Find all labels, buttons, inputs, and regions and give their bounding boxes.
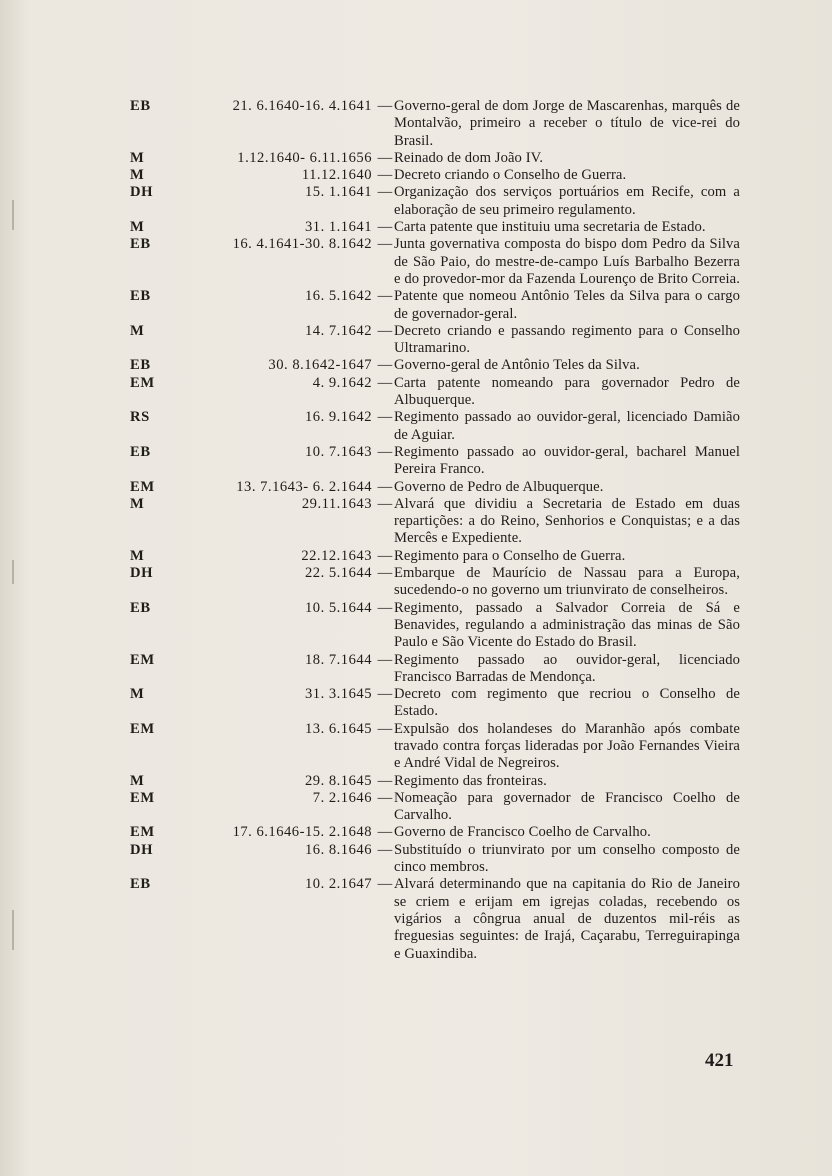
entry-date: 13. 6.1645 (304, 720, 372, 737)
entry-source: M (130, 322, 145, 339)
entry-dash: — (377, 789, 393, 806)
entry-dash: — (377, 841, 393, 858)
entry-source: EM (130, 720, 155, 737)
entry-source: EB (130, 288, 151, 305)
entry-dash: — (377, 824, 393, 841)
chronology-entry (130, 600, 740, 652)
chronology-entry (130, 842, 740, 877)
entry-description: Regimento para o Conselho de Guerra. (394, 547, 626, 564)
entry-dash: — (377, 357, 393, 374)
chronology-entry (130, 323, 740, 358)
entry-dash: — (377, 599, 393, 616)
entry-description: Regimento passado ao ouvidor-geral, bacharel Manuel Pereira Franco. (394, 443, 740, 478)
entry-source: DH (130, 565, 154, 582)
entry-dash: — (377, 720, 393, 737)
entry-description: Regimento passado ao ouvidor-geral, licenciado Damião de Aguiar. (394, 409, 740, 443)
chronology-entry (130, 773, 740, 790)
entry-source: M (130, 219, 145, 236)
chronology-entry (130, 686, 740, 721)
entry-dash: — (377, 409, 393, 426)
chronology-list (130, 98, 740, 963)
entry-description: Regimento das fronteiras. (394, 772, 547, 789)
chronology-entry (130, 288, 740, 323)
entry-date: 16. 8.1646 (304, 841, 372, 858)
entry-dash: — (377, 478, 393, 495)
entry-description: Regimento, passado a Salvador Correia de Sá e Benavides, regulando a administração das minas de São Paulo e São Vicente do Estado do Brasil. (394, 599, 740, 651)
entry-date: 30. 8.1642-1647 (268, 357, 372, 374)
entry-description: Expulsão dos holandeses do Maranhão após combate travado contra forças lideradas por João Fernandes Vieira e André Vidal de Negreiros. (394, 720, 740, 772)
entry-date: 29. 8.1645 (304, 772, 372, 789)
entry-date: 15. 1.1641 (304, 184, 372, 201)
entry-date: 7. 2.1646 (312, 789, 372, 806)
chronology-entry (130, 98, 740, 150)
entry-date: 22. 5.1644 (304, 565, 372, 582)
entry-description: Governo de Francisco Coelho de Carvalho. (394, 824, 651, 841)
entry-dash: — (377, 772, 393, 789)
entry-description: Decreto criando o Conselho de Guerra. (394, 167, 627, 184)
chronology-entry (130, 236, 740, 288)
entry-source: EM (130, 824, 155, 841)
entry-dash: — (377, 322, 393, 339)
entry-description: Substituído o triunvirato por um conselho composto de cinco membros. (394, 841, 740, 876)
entry-date: 4. 9.1642 (312, 374, 372, 391)
entry-dash: — (377, 686, 393, 703)
entry-date: 13. 7.1643- 6. 2.1644 (236, 478, 372, 495)
entry-date: 22.12.1643 (301, 547, 372, 564)
entry-source: M (130, 547, 145, 564)
entry-source: M (130, 772, 145, 789)
entry-dash: — (377, 547, 393, 564)
entry-dash: — (377, 651, 393, 668)
chronology-entry (130, 479, 740, 496)
entry-date: 11.12.1640 (301, 167, 372, 184)
entry-description: Carta patente nomeando para governador Pedro de Albuquerque. (394, 374, 740, 409)
entry-description: Regimento passado ao ouvidor-geral, licenciado Francisco Barradas de Mendonça. (394, 651, 740, 685)
entry-date: 18. 7.1644 (304, 651, 372, 668)
entry-source: EM (130, 651, 155, 668)
chronology-entry (130, 790, 740, 825)
entry-dash: — (377, 219, 393, 236)
scan-edge-mark (12, 910, 14, 950)
entry-date: 21. 6.1640-16. 4.1641 (232, 98, 372, 114)
entry-dash: — (377, 236, 393, 253)
entry-date: 1.12.1640- 6.11.1656 (237, 149, 372, 166)
page-number: 421 (705, 1050, 734, 1071)
entry-description: Patente que nomeou Antônio Teles da Silva para o cargo de governador-geral. (394, 288, 740, 322)
entry-date: 29.11.1643 (301, 495, 372, 512)
entry-description: Decreto criando e passando regimento para o Conselho Ultramarino. (394, 322, 740, 357)
entry-dash: — (377, 167, 393, 184)
entry-source: EM (130, 789, 155, 806)
chronology-entry (130, 652, 740, 687)
entry-source: DH (130, 841, 154, 858)
scan-edge-mark (12, 560, 14, 584)
chronology-entry (130, 444, 740, 479)
chronology-entry (130, 721, 740, 773)
entry-source: EM (130, 478, 155, 495)
entry-source: EB (130, 236, 151, 253)
entry-dash: — (377, 149, 393, 166)
chronology-entry (130, 548, 740, 565)
entry-description: Decreto com regimento que recriou o Conselho de Estado. (394, 686, 740, 720)
entry-date: 14. 7.1642 (304, 322, 372, 339)
chronology-entry (130, 150, 740, 167)
entry-source: EB (130, 876, 151, 893)
entry-description: Embarque de Maurício de Nassau para a Europa, sucedendo-o no governo um triunvirato de conselheiros. (394, 565, 740, 599)
chronology-entry (130, 824, 740, 841)
entry-description: Nomeação para governador de Francisco Coelho de Carvalho. (394, 789, 740, 824)
entry-source: DH (130, 184, 154, 201)
scan-edge-mark (12, 200, 14, 230)
entry-dash: — (377, 288, 393, 305)
entry-source: M (130, 495, 145, 512)
chronology-entry (130, 876, 740, 962)
entry-description: Governo-geral de dom Jorge de Mascarenhas, marquês de Montalvão, primeiro a receber o título de vice-rei do Brasil. (394, 98, 740, 149)
chronology-entry (130, 219, 740, 236)
entry-source: EM (130, 374, 155, 391)
entry-description: Organização dos serviços portuários em Recife, com a elaboração de seu primeiro regulamento. (394, 184, 740, 218)
entry-date: 17. 6.1646-15. 2.1648 (232, 824, 372, 841)
entry-date: 10. 2.1647 (304, 876, 372, 893)
entry-date: 31. 1.1641 (304, 219, 372, 236)
entry-description: Alvará determinando que na capitania do Rio de Janeiro se criem e erijam em igrejas coladas, recebendo os vigários a côngrua anual de duzentos mil-réis as freguesias seguintes: de Irajá, Caçarabu, Terreguirapinga e Guaxindiba. (394, 876, 740, 962)
entry-source: M (130, 149, 145, 166)
entry-source: M (130, 167, 145, 184)
entry-dash: — (377, 876, 393, 893)
entry-dash: — (377, 98, 393, 114)
entry-dash: — (377, 184, 393, 201)
entry-dash: — (377, 443, 393, 460)
entry-source: M (130, 686, 145, 703)
entry-date: 16. 4.1641-30. 8.1642 (232, 236, 372, 253)
chronology-entry (130, 565, 740, 600)
chronology-entry (130, 357, 740, 374)
entry-description: Carta patente que instituiu uma secretaria de Estado. (394, 219, 706, 236)
entry-description: Alvará que dividiu a Secretaria de Estado em duas repartições: a do Reino, Senhorios e Conquistas; e a das Mercês e Expediente. (394, 495, 740, 547)
entry-description: Reinado de dom João IV. (394, 149, 544, 166)
entry-description: Governo de Pedro de Albuquerque. (394, 478, 604, 495)
entry-dash: — (377, 495, 393, 512)
entry-description: Governo-geral de Antônio Teles da Silva. (394, 357, 640, 374)
entry-date: 16. 5.1642 (304, 288, 372, 305)
entry-date: 10. 5.1644 (304, 599, 372, 616)
entry-source: RS (130, 409, 150, 426)
entry-source: EB (130, 98, 151, 114)
chronology-entry (130, 375, 740, 410)
entry-date: 31. 3.1645 (304, 686, 372, 703)
entry-dash: — (377, 565, 393, 582)
entry-source: EB (130, 357, 151, 374)
chronology-entry (130, 167, 740, 184)
entry-source: EB (130, 443, 151, 460)
entry-date: 10. 7.1643 (304, 443, 372, 460)
chronology-entry (130, 496, 740, 548)
entry-source: EB (130, 599, 151, 616)
chronology-entry (130, 409, 740, 444)
chronology-entry (130, 184, 740, 219)
entry-description: Junta governativa composta do bispo dom Pedro da Silva de São Paio, do mestre-de-campo Luís Barbalho Bezerra e do provedor-mor da Fazenda Lourenço de Brito Correia. (394, 236, 741, 287)
entry-date: 16. 9.1642 (304, 409, 372, 426)
entry-dash: — (377, 374, 393, 391)
